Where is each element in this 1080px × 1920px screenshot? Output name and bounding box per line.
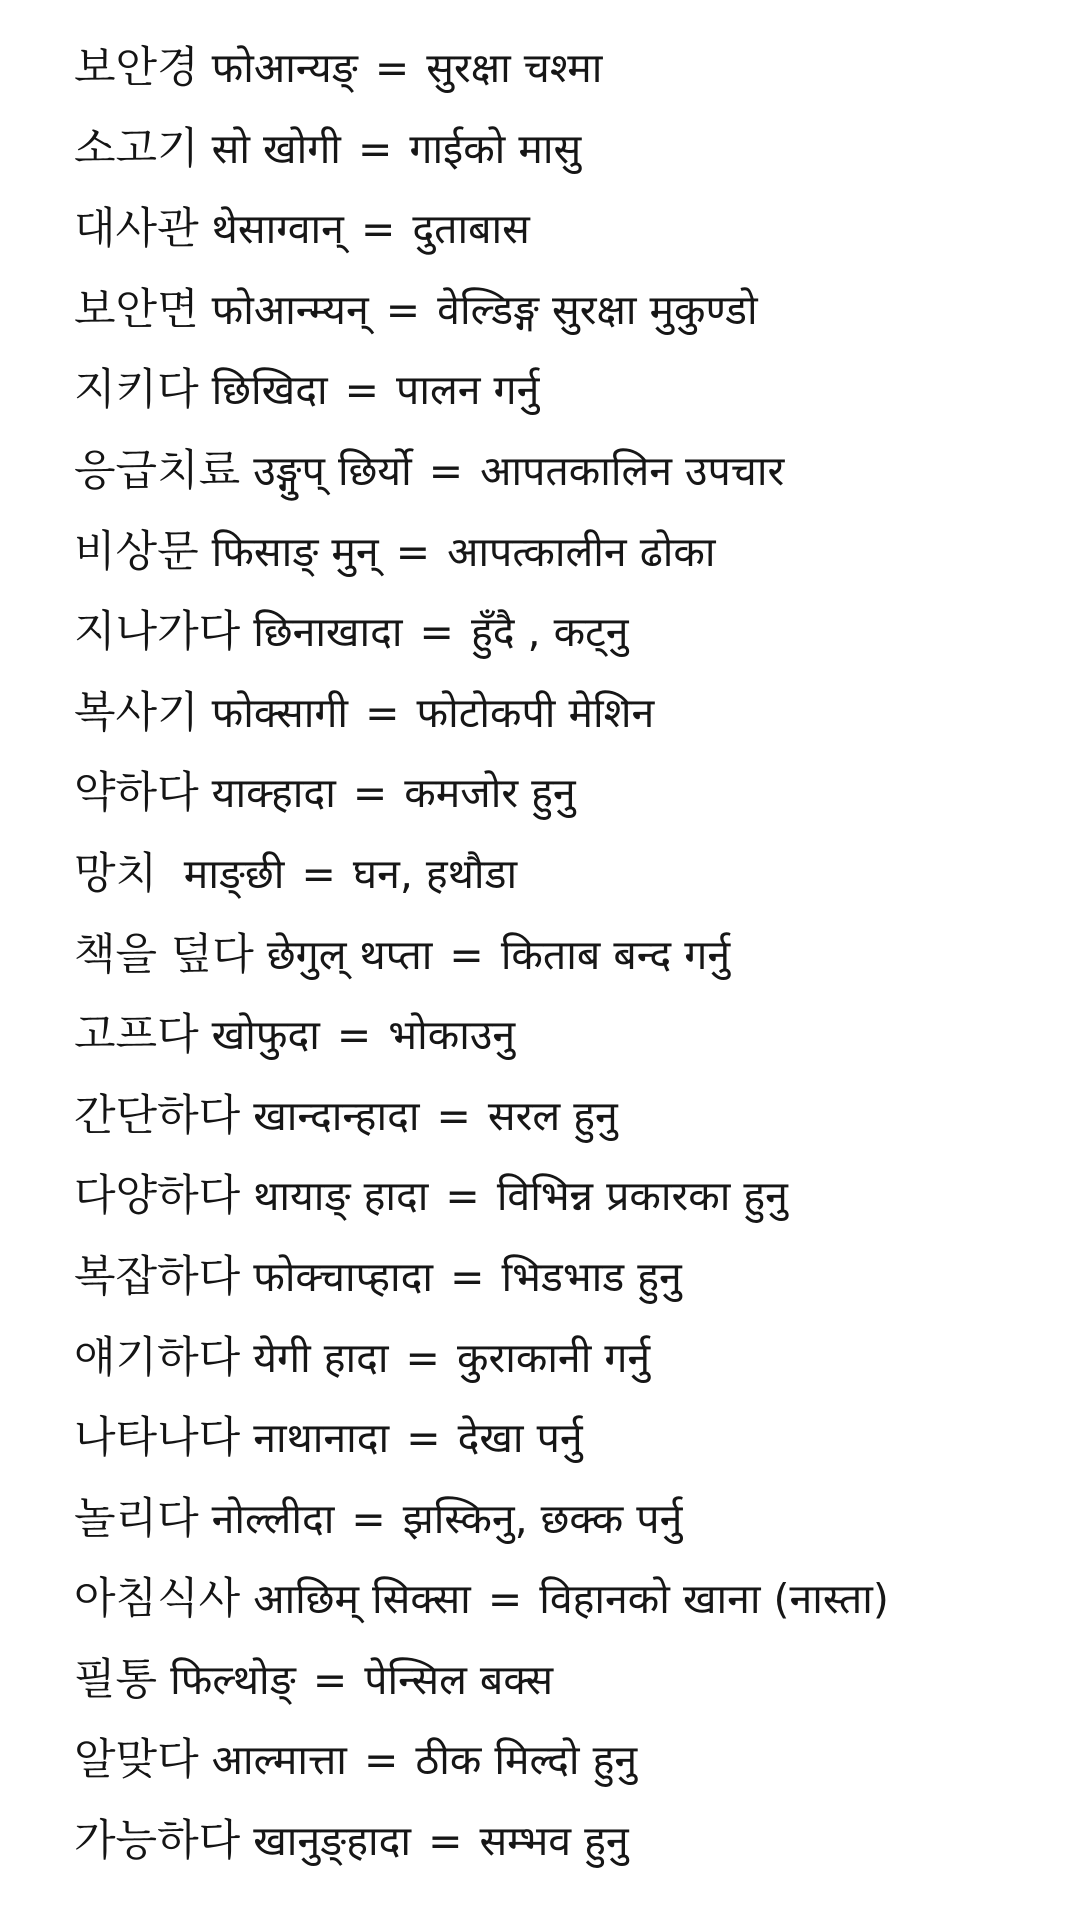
pronunciation: छेगुल् थप्ता bbox=[266, 930, 433, 979]
meaning: पालन गर्नु bbox=[396, 366, 540, 415]
vocab-entry bbox=[74, 1640, 1064, 1721]
meaning: सम्भव हुनु bbox=[479, 1817, 629, 1866]
pronunciation: येगी हादा bbox=[253, 1333, 389, 1382]
equals-sign: = bbox=[487, 1575, 523, 1624]
meaning: झस्किनु, छक्क पर्नु bbox=[402, 1494, 683, 1543]
equals-sign: = bbox=[395, 527, 431, 576]
vocab-entry bbox=[74, 753, 1064, 834]
korean-word: 망치 bbox=[74, 848, 171, 899]
pronunciation: खान्दान्हादा bbox=[253, 1091, 420, 1140]
vocab-entry bbox=[74, 1237, 1064, 1318]
korean-word: 아침식사 bbox=[74, 1574, 241, 1625]
meaning: सरल हुनु bbox=[487, 1091, 618, 1140]
vocab-entry bbox=[74, 1720, 1064, 1801]
meaning: भोकाउनु bbox=[388, 1011, 516, 1060]
vocab-entry bbox=[74, 109, 1064, 190]
korean-word: 필통 bbox=[74, 1654, 158, 1705]
korean-word: 보안면 bbox=[74, 284, 199, 335]
meaning: वेल्डिङ्ग सुरक्षा मुकुण्डो bbox=[437, 285, 758, 334]
vocab-entry bbox=[74, 1076, 1064, 1157]
equals-sign: = bbox=[428, 1817, 463, 1866]
pronunciation: थेसाग्वान् bbox=[211, 205, 344, 254]
pronunciation: सो खोगी bbox=[211, 124, 341, 173]
vocab-entry bbox=[74, 1559, 1064, 1640]
korean-word: 비상문 bbox=[74, 526, 199, 577]
equals-sign: = bbox=[406, 1414, 441, 1463]
korean-word: 복사기 bbox=[74, 687, 199, 738]
vocab-entry bbox=[74, 915, 1064, 996]
korean-word: 지키다 bbox=[74, 365, 199, 416]
korean-word: 얘기하다 bbox=[74, 1332, 241, 1383]
pronunciation: छिखिदा bbox=[211, 366, 328, 415]
equals-sign: = bbox=[365, 688, 400, 737]
equals-sign: = bbox=[449, 930, 484, 979]
meaning: कमजोर हुनु bbox=[404, 769, 576, 818]
meaning: पेन्सिल बक्स bbox=[364, 1655, 554, 1704]
vocab-entry bbox=[74, 1479, 1064, 1560]
korean-word: 보안경 bbox=[74, 43, 199, 93]
pronunciation: फोआन्यङ् bbox=[211, 44, 358, 92]
vocab-entry bbox=[74, 592, 1064, 673]
meaning: भिडभाड हुनु bbox=[501, 1252, 682, 1301]
meaning: कुराकानी गर्नु bbox=[456, 1333, 651, 1382]
equals-sign: = bbox=[351, 1494, 386, 1543]
pronunciation: नाथानादा bbox=[253, 1414, 390, 1463]
meaning: विभिन्न प्रकारका हुनु bbox=[496, 1172, 788, 1221]
vocab-entry bbox=[74, 512, 1064, 593]
korean-word: 간단하다 bbox=[74, 1090, 241, 1141]
equals-sign: = bbox=[360, 205, 396, 254]
meaning: घन, हथौडा bbox=[352, 849, 518, 898]
equals-sign: = bbox=[357, 124, 393, 173]
korean-word: 다양하다 bbox=[74, 1171, 241, 1222]
equals-sign: = bbox=[301, 849, 336, 898]
korean-word: 소고기 bbox=[74, 123, 199, 174]
pronunciation: थायाङ् हादा bbox=[253, 1172, 429, 1221]
pronunciation: छिनाखादा bbox=[253, 608, 403, 657]
pronunciation: माङ्छी bbox=[183, 849, 285, 898]
pronunciation: उङ्गुप् छिर्यो bbox=[253, 446, 412, 495]
equals-sign: = bbox=[405, 1333, 440, 1382]
meaning: फोटोकपी मेशिन bbox=[416, 688, 655, 737]
vocabulary-list bbox=[74, 28, 1064, 1882]
pronunciation: आल्मात्ता bbox=[211, 1736, 347, 1785]
korean-word: 대사관 bbox=[74, 204, 199, 255]
equals-sign: = bbox=[385, 285, 421, 334]
meaning: सुरक्षा चश्मा bbox=[426, 44, 603, 92]
vocab-entry bbox=[74, 431, 1064, 512]
pronunciation: खोफुदा bbox=[211, 1011, 320, 1060]
vocab-entry bbox=[74, 834, 1064, 915]
equals-sign: = bbox=[436, 1091, 471, 1140]
korean-word: 복잡하다 bbox=[74, 1251, 241, 1302]
equals-sign: = bbox=[450, 1252, 485, 1301]
equals-sign: = bbox=[428, 446, 464, 495]
meaning: दुताबास bbox=[412, 205, 530, 254]
equals-sign: = bbox=[363, 1736, 399, 1785]
vocab-entry bbox=[74, 28, 1064, 109]
vocab-entry bbox=[74, 1156, 1064, 1237]
equals-sign: = bbox=[344, 366, 379, 415]
pronunciation: फोआन्म्यन् bbox=[211, 285, 369, 334]
vocab-entry bbox=[74, 189, 1064, 270]
korean-word: 고프다 bbox=[74, 1010, 199, 1061]
vocab-entry bbox=[74, 1801, 1064, 1882]
equals-sign: = bbox=[336, 1011, 372, 1060]
vocab-entry bbox=[74, 673, 1064, 754]
meaning: हुँदै , कट्नु bbox=[470, 608, 629, 657]
vocab-entry bbox=[74, 1318, 1064, 1399]
korean-word: 약하다 bbox=[74, 768, 199, 819]
pronunciation: आछिम् सिक्सा bbox=[253, 1575, 471, 1624]
meaning: आपत्कालीन ढोका bbox=[447, 527, 716, 576]
vocab-entry bbox=[74, 270, 1064, 351]
vocab-entry bbox=[74, 350, 1064, 431]
pronunciation: फोक्सागी bbox=[211, 688, 349, 737]
vocab-entry bbox=[74, 1398, 1064, 1479]
equals-sign: = bbox=[419, 608, 454, 657]
korean-word: 놀리다 bbox=[74, 1493, 199, 1544]
pronunciation: फिल्थोङ् bbox=[170, 1655, 296, 1704]
korean-word: 알맞다 bbox=[74, 1735, 199, 1786]
korean-word: 나타나다 bbox=[74, 1413, 241, 1464]
meaning: आपतकालिन उपचार bbox=[480, 446, 785, 495]
pronunciation: खानुङ्हादा bbox=[253, 1817, 412, 1866]
equals-sign: = bbox=[352, 769, 388, 818]
meaning: देखा पर्नु bbox=[457, 1414, 583, 1463]
equals-sign: = bbox=[312, 1655, 348, 1704]
meaning: ठीक मिल्दो हुनु bbox=[415, 1736, 638, 1785]
meaning: गाईको मासु bbox=[409, 124, 582, 173]
meaning: किताब बन्द गर्नु bbox=[500, 930, 731, 979]
equals-sign: = bbox=[445, 1172, 480, 1221]
pronunciation: नोल्लीदा bbox=[211, 1494, 335, 1543]
pronunciation: फोक्चाप्हादा bbox=[253, 1252, 434, 1301]
vocab-entry bbox=[74, 995, 1064, 1076]
korean-word: 지나가다 bbox=[74, 607, 241, 658]
equals-sign: = bbox=[374, 44, 410, 92]
korean-word: 책을 덮다 bbox=[74, 929, 254, 980]
korean-word: 가능하다 bbox=[74, 1816, 241, 1867]
pronunciation: याक्हादा bbox=[211, 769, 336, 818]
korean-word: 응급치료 bbox=[74, 445, 241, 496]
pronunciation: फिसाङ् मुन् bbox=[211, 527, 379, 576]
meaning: विहानको खाना (नास्ता) bbox=[539, 1575, 889, 1624]
